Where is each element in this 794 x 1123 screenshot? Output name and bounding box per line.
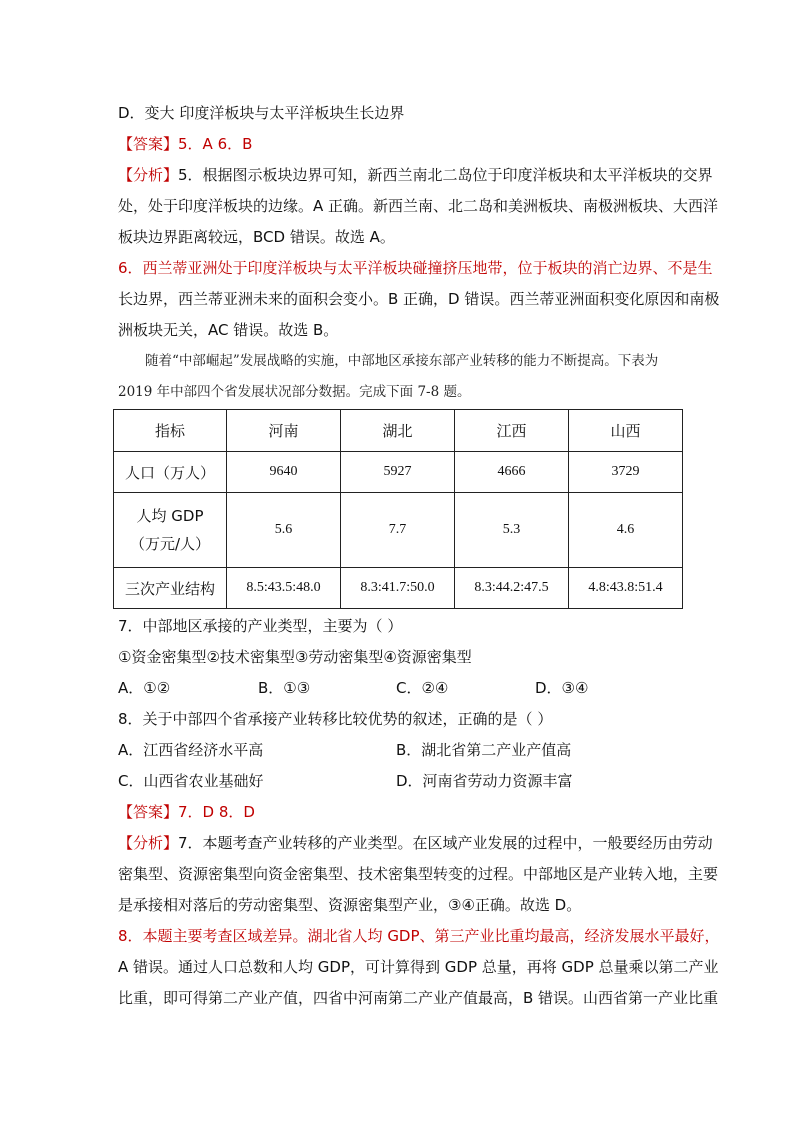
table-row-label: 人口（万人） [114,452,227,493]
table-header-row [114,410,683,452]
table-row-label: 三次产业结构 [114,568,227,609]
q7-option-a: A．①② [118,679,171,697]
q8-analysis-line-3: 比重，即可得第二产业产值，四省中河南第二产业产值最高，B 错误。山西省第一产业比重 [118,989,719,1007]
q7-option-c: C．②④ [396,679,449,697]
q8-option-a: A．江西省经济水平高 [118,741,264,759]
analysis-line-2: 处，处于印度洋板块的边缘。A 正确。新西兰南、北二岛和美洲板块、南极洲板块、大西洋 [118,197,719,215]
table-row-label [114,493,227,568]
q7-stem: 7．中部地区承接的产业类型，主要为（ ） [118,617,403,635]
q8-option-b: B．湖北省第二产业产值高 [396,741,572,759]
table-cell: 4.6 [569,493,683,568]
table-cell: 3729 [569,452,683,493]
q7-option-b: B．①③ [258,679,311,697]
table-cell: 8.3:41.7:50.0 [341,568,455,609]
table-row [114,452,683,493]
analysis2-line-2: 密集型、资源密集型向资金密集型、技术密集型转变的过程。中部地区是产业转入地，主要 [118,865,719,883]
table-cell: 5927 [341,452,455,493]
analysis-line-1 [118,165,713,185]
province-data-table [113,409,683,609]
analysis-text: 5．根据图示板块边界可知，新西兰南北二岛位于印度洋板块和太平洋板块的交界 [178,166,713,184]
analysis2-line-1 [118,833,713,853]
table-row [114,493,683,568]
q6-analysis-line-3: 洲板块无关，AC 错误。故选 B。 [118,321,339,339]
analysis-text: 7．本题考查产业转移的产业类型。在区域产业发展的过程中，一般要经历由劳动 [178,834,713,852]
table-header-cell: 山西 [569,410,683,452]
q7-items: ①资金密集型②技术密集型③劳动密集型④资源密集型 [118,648,472,666]
table-cell: 8.3:44.2:47.5 [455,568,569,609]
table-header-cell: 河南 [227,410,341,452]
table-row [114,568,683,609]
analysis-tag: 【分析】 [118,834,179,852]
q8-analysis-line-2: A 错误。通过人口总数和人均 GDP，可计算得到 GDP 总量，再将 GDP 总量乘以第二产业 [118,958,719,976]
q8-analysis-line-1: 8．本题主要考查区域差异。湖北省人均 GDP、第三产业比重均最高，经济发展水平最好， [118,927,720,945]
table-header-cell: 湖北 [341,410,455,452]
q8-option-c: C．山西省农业基础好 [118,772,264,790]
q6-analysis-line-1: 6．西兰蒂亚洲处于印度洋板块与太平洋板块碰撞挤压地带，位于板块的消亡边界、不是生 [118,259,713,277]
table-cell: 9640 [227,452,341,493]
table-header-cell: 江西 [455,410,569,452]
intro-line-1: 随着“中部崛起”发展战略的实施，中部地区承接东部产业转移的能力不断提高。下表为 [145,353,659,369]
answer-text: 5．A 6．B [178,135,253,153]
answer-line-2 [118,802,678,822]
table-cell: 4.8:43.8:51.4 [569,568,683,609]
q6-analysis-line-2: 长边界，西兰蒂亚洲未来的面积会变小。B 正确，D 错误。西兰蒂亚洲面积变化原因和南极 [118,290,720,308]
table-row-label-line-1: 人均 GDP [136,507,204,525]
analysis2-line-3: 是承接相对落后的劳动密集型、资源密集型产业，③④正确。故选 D。 [118,896,582,914]
option-d-line: D．变大 印度洋板块与太平洋板块生长边界 [118,104,405,122]
analysis-tag: 【分析】 [118,166,179,184]
analysis-line-3: 板块边界距离较远，BCD 错误。故选 A。 [118,228,395,246]
table-cell: 4666 [455,452,569,493]
intro-line-2: 2019 年中部四个省发展状况部分数据。完成下面 7-8 题。 [118,384,471,400]
answer-text: 7．D 8．D [178,803,255,821]
table-cell: 8.5:43.5:48.0 [227,568,341,609]
q7-option-d: D．③④ [535,679,589,697]
answer-tag: 【答案】 [118,803,179,821]
table-cell: 5.6 [227,493,341,568]
table-cell: 7.7 [341,493,455,568]
table-row-label-line-2: （万元/人） [129,535,211,553]
q8-stem: 8．关于中部四个省承接产业转移比较优势的叙述，正确的是（ ） [118,710,553,728]
q8-option-d: D．河南省劳动力资源丰富 [396,772,573,790]
table-header-cell: 指标 [114,410,227,452]
answer-line-1 [118,134,678,154]
table-cell: 5.3 [455,493,569,568]
answer-tag: 【答案】 [118,135,179,153]
